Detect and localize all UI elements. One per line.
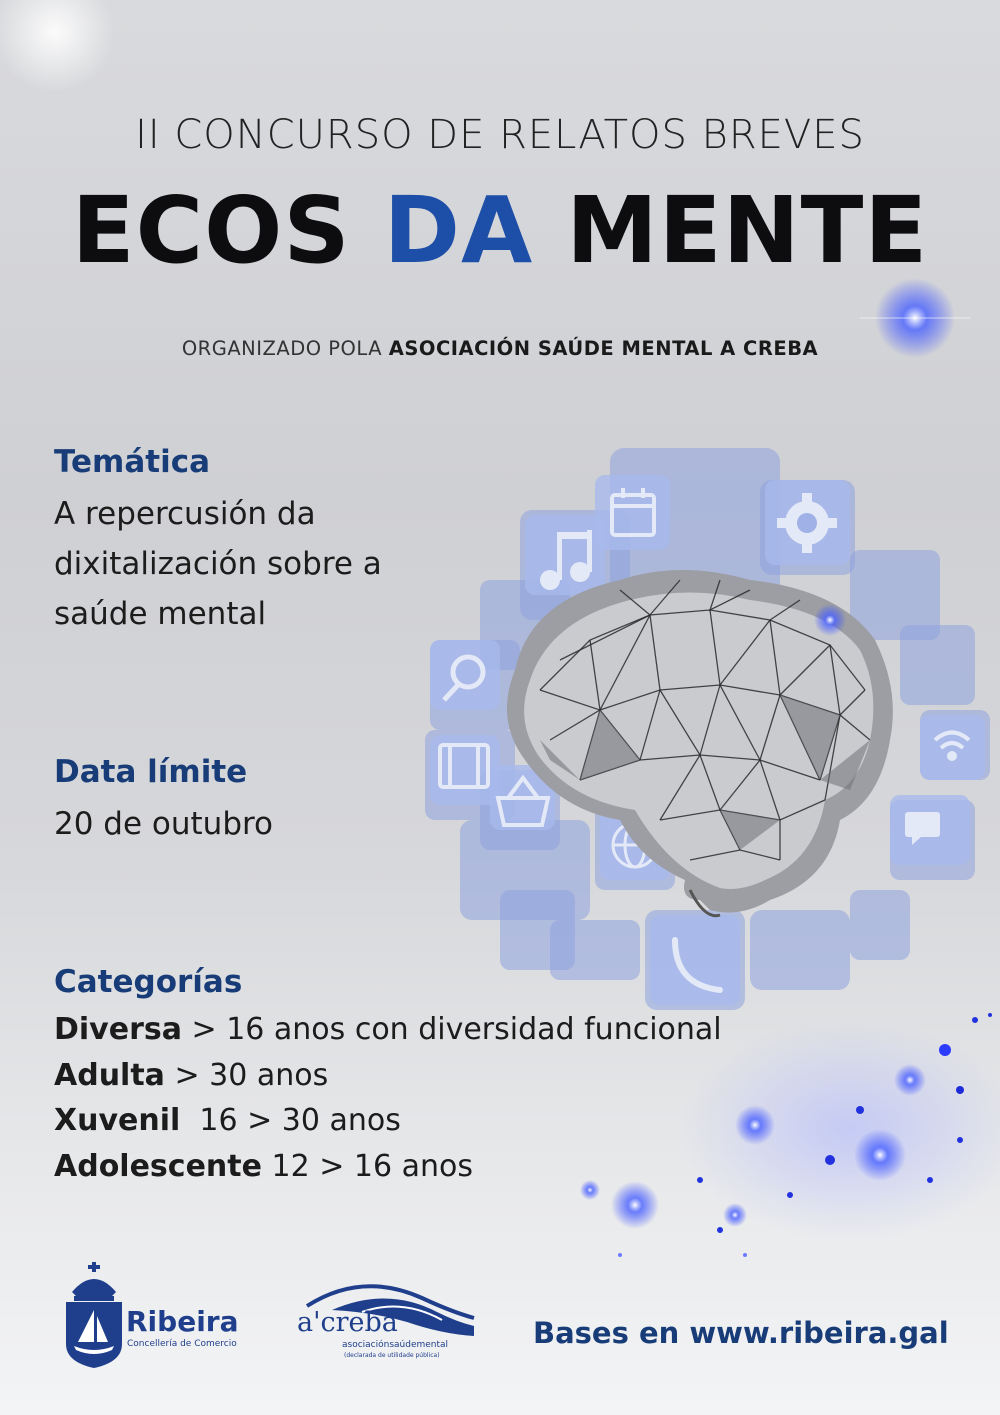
organizer-name: ASOCIACIÓN SAÚDE MENTAL A CREBA: [388, 337, 819, 360]
main-title: [0, 177, 1000, 284]
acreba-logo: [292, 1276, 482, 1366]
tematica-text: [54, 489, 382, 639]
organizer-line: [0, 337, 1000, 360]
category-name: Xuvenil: [54, 1103, 181, 1138]
ribeira-subtitle: Concellería de Comercio: [127, 1339, 237, 1349]
tematica-line-1: A repercusión da: [54, 496, 316, 532]
ribeira-logo: [66, 1262, 246, 1372]
category-item: [54, 1098, 722, 1144]
acreba-name: a'creba: [297, 1307, 398, 1338]
acreba-note: (declarada de utilidade pública): [344, 1352, 440, 1359]
ribeira-crest-icon: [66, 1262, 122, 1370]
organizer-prefix: ORGANIZADO POLA: [181, 337, 389, 360]
tematica-line-3: saúde mental: [54, 596, 267, 632]
category-item: [54, 1144, 722, 1190]
category-name: Adulta: [54, 1057, 165, 1093]
title-part-mente: MENTE: [533, 177, 929, 284]
app-icon-cluster: [420, 440, 990, 1020]
contest-supertitle: II CONCURSO DE RELATOS BREVES: [135, 112, 865, 158]
title-part-ecos: ECOS: [71, 177, 384, 284]
deadline-heading: Data límite: [54, 754, 248, 790]
deadline-value: 20 de outubro: [54, 806, 274, 842]
tematica-line-2: dixitalización sobre a: [54, 546, 382, 582]
category-name: Diversa: [54, 1012, 182, 1047]
bases-link[interactable]: Bases en www.ribeira.gal: [533, 1316, 949, 1350]
category-item: [54, 1053, 722, 1099]
ribeira-name: Ribeira: [126, 1305, 239, 1338]
category-detail: > 16 anos con diversidad funcional: [181, 1012, 722, 1047]
categories-heading: Categorías: [54, 964, 243, 1000]
tematica-heading: Temática: [54, 444, 211, 480]
category-name: Adolescente: [54, 1148, 262, 1184]
acreba-subtitle: asociaciónsaúdemental: [342, 1340, 449, 1350]
category-item: [54, 1007, 722, 1053]
category-detail: > 30 anos: [164, 1057, 329, 1093]
category-detail: 16 > 30 anos: [180, 1103, 401, 1138]
category-detail: 12 > 16 anos: [261, 1148, 473, 1184]
title-part-da: DA: [383, 177, 534, 284]
categories-list: [54, 1007, 722, 1189]
